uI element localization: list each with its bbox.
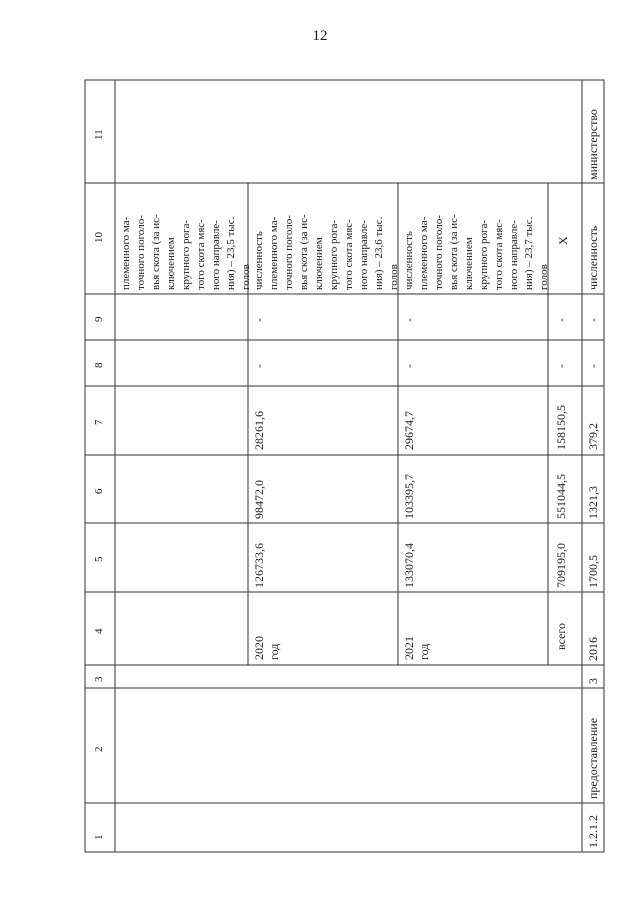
col9-value-2020: - [252, 318, 266, 322]
year-label-2021: 2021 год [402, 636, 431, 660]
col9-value-2021: - [402, 318, 416, 322]
col8-value-2016: - [586, 364, 600, 368]
target-indicator-2020: численность племенного ма- точного поголо- вья скота (за ис- ключением крупного рога- того скота мяс- ного направле- ния) – 23,6 тыс. голов [253, 214, 400, 290]
column-header-8: 8 [93, 362, 105, 368]
page-number: 12 [312, 28, 328, 44]
regional-funds-all: 158150,5 [554, 405, 568, 450]
regional-funds-2016: 379,2 [586, 423, 600, 450]
total-label: всего [554, 622, 568, 650]
column-header-4: 4 [93, 628, 105, 634]
column-header-1: 1 [93, 834, 105, 840]
year-label-2016: 2016 [586, 637, 600, 661]
column-header-11: 11 [93, 129, 105, 140]
total-funds-all: 709195,0 [554, 543, 568, 588]
col8-value-2020: - [252, 364, 266, 368]
regional-funds-2020: 28261,6 [252, 411, 266, 450]
column-header-10: 10 [93, 232, 105, 243]
col9-value-2016: - [586, 318, 600, 322]
federal-funds-2016: 1321,3 [586, 486, 600, 519]
col8-value-2021: - [402, 364, 416, 368]
federal-funds-all: 551044,5 [554, 474, 568, 519]
row-number: 1.2.1.2 [586, 815, 600, 848]
total-funds-2016: 1700,5 [586, 555, 600, 588]
target-indicator-all: Х [556, 236, 570, 245]
target-indicator-text: племенного ма- точного поголо- вья скота (за ис- ключением крупного рога- того скота мяс- ного направле- ния) – 23,5 тыс. голов [120, 214, 252, 290]
column-header-3: 3 [93, 676, 105, 682]
total-funds-2021: 133070,4 [402, 543, 416, 588]
target-indicator-2016: численность [586, 225, 600, 290]
total-funds-2020: 126733,6 [252, 543, 266, 588]
year-label-2020: 2020 год [252, 636, 281, 660]
federal-funds-2020: 98472,0 [252, 480, 266, 519]
column-header-2: 2 [93, 746, 105, 752]
column-header-6: 6 [93, 488, 105, 494]
regional-funds-2021: 29674,7 [402, 411, 416, 450]
col8-value-all: - [554, 364, 568, 368]
target-indicator-2021: численность племенного ма- точного поголо- вья скота (за ис- ключением крупного рога- того скота мяс- ного направле- ния) – 23,7 тыс. голов [403, 214, 550, 290]
measure-name: предоставление [586, 717, 600, 799]
responsible-executor: министерство [586, 109, 600, 180]
column-header-5: 5 [93, 556, 105, 562]
col3-value-next: 3 [586, 678, 600, 684]
column-header-9: 9 [93, 316, 105, 322]
col9-value-all: - [554, 318, 568, 322]
column-header-7: 7 [93, 419, 105, 425]
federal-funds-2021: 103395,7 [402, 474, 416, 519]
